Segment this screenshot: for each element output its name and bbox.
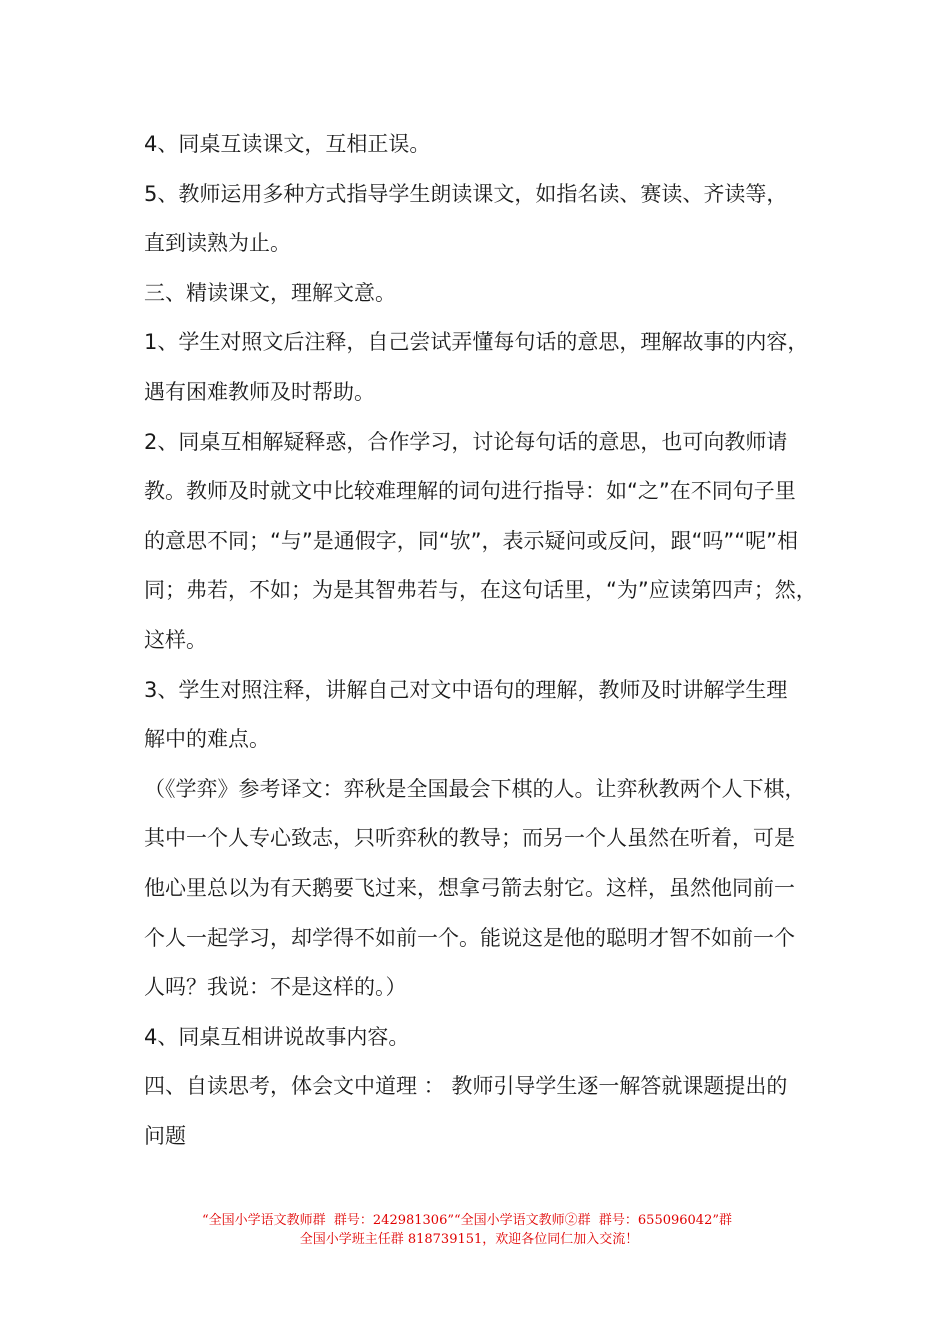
section-heading: 三、精读课文，理解文意。 bbox=[144, 280, 396, 305]
paragraph-line: 5、教师运用多种方式指导学生朗读课文，如指名读、赛读、齐读等， bbox=[144, 181, 788, 206]
paragraph-line: 2、同桌互相解疑释惑，合作学习，讨论每句话的意思，也可向教师请 bbox=[144, 429, 788, 454]
paragraph-line: 同；弗若，不如；为是其智弗若与，在这句话里，“为”应读第四声；然， bbox=[144, 578, 817, 603]
lesson-text bbox=[144, 120, 824, 1161]
footer-invite: 全国小学班主任群 818739151，欢迎各位同仁加入交流！ bbox=[299, 1232, 639, 1247]
section-heading: 四、自读思考，体会文中道理 ： 教师引导学生逐一解答就课题提出的 bbox=[144, 1074, 788, 1099]
footer-group-info: “全国小学语文教师群 群号：242981306”“全国小学语文教师②群 群号：655096042”群 bbox=[202, 1213, 732, 1228]
paragraph-line: 4、同桌互读课文，互相正误。 bbox=[144, 132, 431, 156]
paragraph-line: 遇有困难教师及时帮助。 bbox=[144, 379, 375, 404]
paragraph-line: 3、学生对照注释，讲解自己对文中语句的理解，教师及时讲解学生理 bbox=[144, 677, 788, 702]
translation-line: 他心里总以为有天鹅要飞过来，想拿弓箭去射它。这样，虽然他同前一 bbox=[144, 875, 795, 900]
paragraph-line: 解中的难点。 bbox=[144, 727, 270, 752]
translation-line: 个人一起学习，却学得不如前一个。能说这是他的聪明才智不如前一个 bbox=[144, 925, 795, 950]
translation-line: 其中一个人专心致志，只听弈秋的教导；而另一个人虽然在听着，可是 bbox=[144, 826, 795, 851]
paragraph-line: 1、学生对照文后注释，自己尝试弄懂每句话的意思，理解故事的内容， bbox=[144, 330, 809, 355]
paragraph-line: 这样。 bbox=[144, 627, 207, 652]
paragraph-line: 问题 bbox=[144, 1123, 186, 1148]
translation-line: 人吗？我说：不是这样的。） bbox=[144, 975, 407, 1000]
paragraph-line: 的意思不同；“与”是通假字，同“欤”，表示疑问或反问，跟“吗”“呢”相 bbox=[144, 528, 799, 553]
translation-line: （《学弈》参考译文：弈秋是全国最会下棋的人。让弈秋教两个人下棋， bbox=[144, 776, 806, 801]
paragraph-line: 直到读熟为止。 bbox=[144, 231, 291, 256]
paragraph-line: 4、同桌互相讲说故事内容。 bbox=[144, 1024, 410, 1049]
paragraph-line: 教。教师及时就文中比较难理解的词句进行指导：如“之”在不同句子里 bbox=[144, 479, 796, 504]
